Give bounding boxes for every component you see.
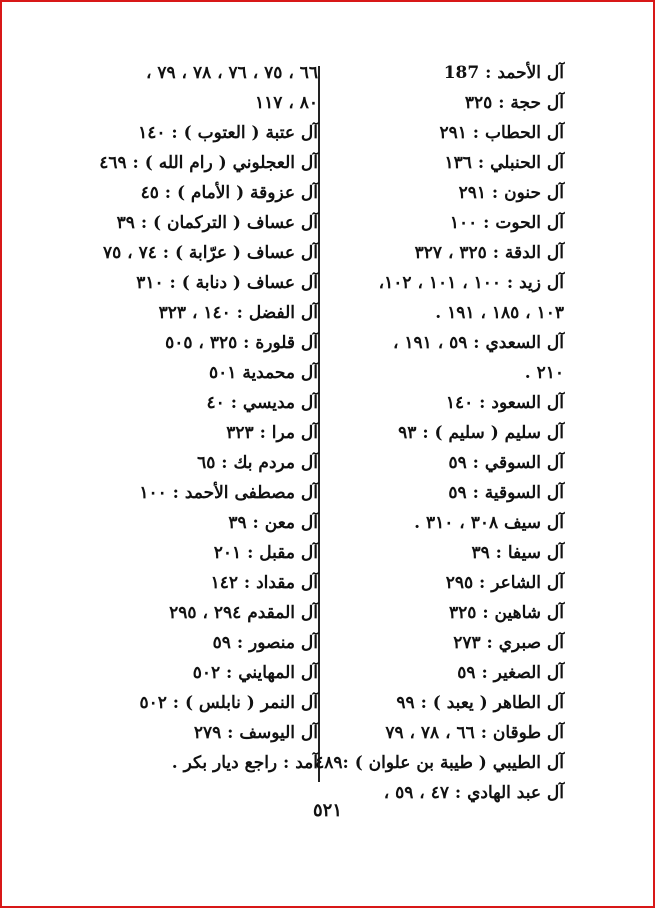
index-entry: آل عساف ( دنابة ) : ٣١٠: [136, 273, 318, 293]
index-entry: ٢١٠ .: [524, 363, 564, 383]
column-divider: [318, 66, 320, 782]
index-entry: آل الحطاب : ٢٩١: [439, 123, 564, 143]
index-entry: آل الطيبي ( طيبة بن علوان ) :٤٨٩: [315, 753, 564, 773]
index-entry: آل عتبة ( العتوب ) : ١٤٠: [138, 123, 318, 143]
index-entry: آل مردم بك : ٦٥: [197, 453, 318, 473]
index-entry: آل عساف ( التركمان ) : ٣٩: [116, 213, 318, 233]
index-entry: آل معن : ٣٩: [228, 513, 318, 533]
index-entry: آل الدقة : ٣٢٥ ، ٣٢٧: [414, 243, 564, 263]
index-entry: آل الصغير : ٥٩: [457, 663, 564, 683]
index-entry: آل الشاعر : ٢٩٥: [445, 573, 564, 593]
index-entry: آل العجلوني ( رام الله ) : ٤٦٩: [99, 153, 318, 173]
index-entry: آل الطاهر ( يعبد ) : ٩٩: [396, 693, 564, 713]
index-entry: آل الأحمد : 187: [443, 63, 564, 83]
page-number: ٥٢١: [312, 800, 342, 821]
index-entry: آل مقبل : ٢٠١: [213, 543, 318, 563]
index-column-left: [74, 58, 318, 778]
index-entry: آمد : راجع ديار بكر .: [171, 753, 318, 773]
index-entry: آل السعدي : ٥٩ ، ١٩١ ،: [392, 333, 564, 353]
index-entry: آل حجة : ٣٢٥: [464, 93, 564, 113]
index-entry: آل الحنبلي : ١٣٦: [444, 153, 564, 173]
index-entry: آل طوقان : ٦٦ ، ٧٨ ، ٧٩: [385, 723, 564, 743]
index-entry: آل سيفا : ٣٩: [471, 543, 564, 563]
index-entry: آل الحوت : ١٠٠: [449, 213, 564, 233]
index-entry: آل مصطفى الأحمد : ١٠٠: [139, 483, 318, 503]
index-entry: آل المقدم ٢٩٤ ، ٢٩٥: [169, 603, 318, 623]
index-entry: آل عبد الهادي : ٤٧ ، ٥٩ ،: [383, 783, 564, 803]
index-entry: آل السوقي : ٥٩: [448, 453, 564, 473]
index-entry: آل مقداد : ١٤٢: [210, 573, 318, 593]
index-entry: ٦٦ ، ٧٥ ، ٧٦ ، ٧٨ ، ٧٩ ،: [145, 63, 318, 83]
index-entry: آل محمدية ٥٠١: [209, 363, 318, 383]
index-entry: آل سليم ( سليم ) : ٩٣: [398, 423, 564, 443]
index-entry: آل مديسي : ٤٠: [206, 393, 318, 413]
index-column-right: [315, 58, 564, 808]
index-entry: آل المهايني : ٥٠٢: [192, 663, 318, 683]
index-entry: آل شاهين : ٣٢٥: [449, 603, 564, 623]
index-entry: آل قلورة : ٣٢٥ ، ٥٠٥: [165, 333, 318, 353]
index-entry: آل صبري : ٢٧٣: [453, 633, 564, 653]
index-entry: آل النمر ( نابلس ) : ٥٠٢: [139, 693, 318, 713]
index-entry: آل اليوسف : ٢٧٩: [193, 723, 318, 743]
index-entry: آل السوقية : ٥٩: [448, 483, 564, 503]
index-entry: آل عساف ( عرّابة ) : ٧٤ ، ٧٥: [102, 243, 318, 263]
index-entry: آل حنون : ٢٩١: [458, 183, 564, 203]
index-entry: آل سيف ٣٠٨ ، ٣١٠ .: [414, 513, 564, 533]
index-entry: آل مرا : ٣٢٣: [226, 423, 318, 443]
index-entry: آل الفضل : ١٤٠ ، ٣٢٣: [158, 303, 318, 323]
index-entry: آل منصور : ٥٩: [212, 633, 318, 653]
index-entry: آل زيد : ١٠٠ ، ١٠١ ، ١٠٢،: [378, 273, 564, 293]
index-entry: آل عزوقة ( الأمام ) : ٤٥: [140, 183, 318, 203]
index-entry: ١٠٣ ، ١٨٥ ، ١٩١ .: [435, 303, 564, 323]
index-entry: آل السعود : ١٤٠: [445, 393, 564, 413]
index-entry: ٨٠ ، ١١٧: [255, 93, 318, 113]
